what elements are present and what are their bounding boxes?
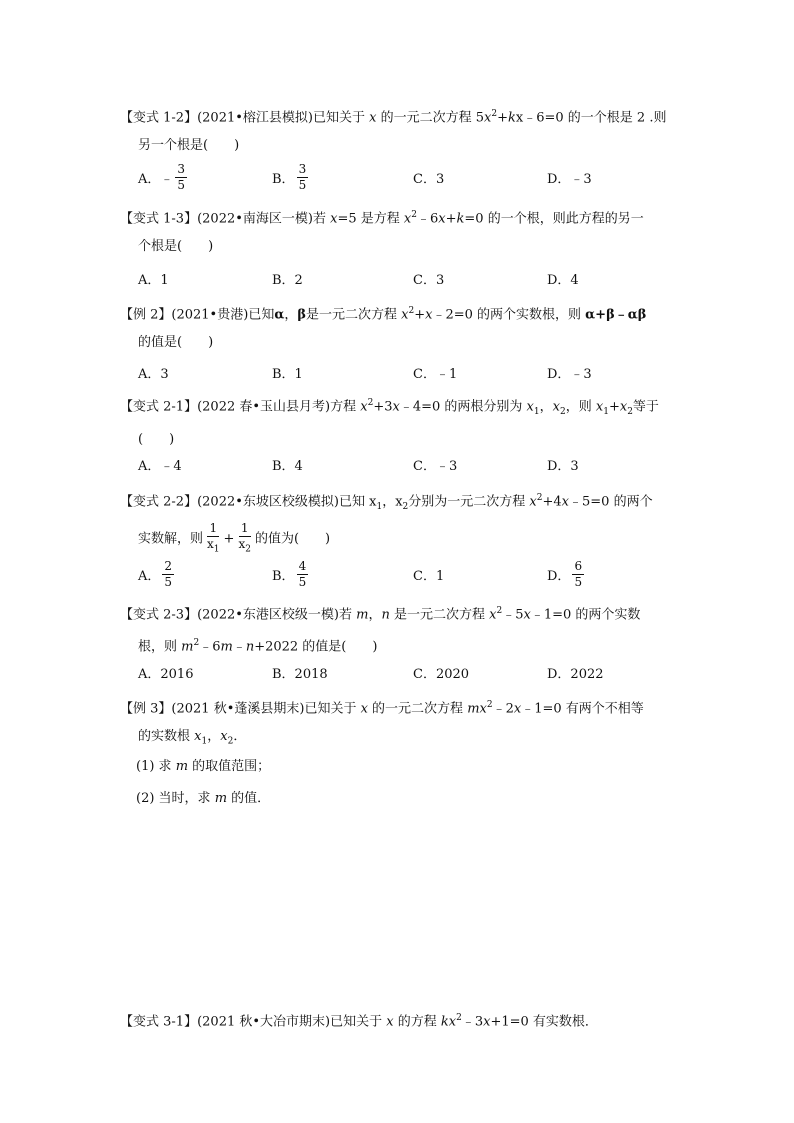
var: x <box>489 607 497 623</box>
question-line <box>120 1004 680 1036</box>
option-a[interactable]: A．3 <box>138 366 169 382</box>
var: x <box>330 211 338 227</box>
option-d[interactable]: D．﹣3 <box>547 366 592 382</box>
var: x <box>360 701 368 717</box>
question-tag: 【变式 3-1】 <box>120 1014 198 1030</box>
var: x <box>194 729 202 745</box>
text: + <box>608 399 620 415</box>
options-2-1 <box>138 447 678 481</box>
text: ， <box>284 307 298 323</box>
var: m <box>467 701 480 717</box>
subscript: 1 <box>201 736 208 747</box>
var: x <box>220 729 228 745</box>
text: ， <box>207 729 221 745</box>
exponent: 2 <box>367 398 374 408</box>
numerator: 1 <box>209 520 218 535</box>
text: (2) 当时，求 <box>136 791 215 806</box>
var: x <box>425 307 433 323</box>
exponent: 2 <box>411 210 417 220</box>
var: x <box>360 399 368 415</box>
var: m <box>220 639 233 655</box>
option-c[interactable]: C．3 <box>413 272 445 288</box>
text: 若 <box>312 211 331 227</box>
denominator: 5 <box>574 574 583 589</box>
option-label: D． <box>547 568 571 584</box>
var: x <box>479 701 487 717</box>
subscript: 2 <box>402 501 409 512</box>
greek-beta: β <box>297 307 306 323</box>
fraction <box>572 559 584 590</box>
text: ﹣3 <box>461 1014 484 1030</box>
text: 已知关于 <box>304 701 361 717</box>
text: (1) 求 <box>136 759 176 774</box>
question-variant-1-2 <box>120 100 680 160</box>
exponent: 2 <box>486 700 493 710</box>
text: 根，则 <box>138 639 182 655</box>
question-source: (2021 秋•大冶市期末) <box>197 1014 331 1030</box>
options-2-2 <box>138 557 678 591</box>
question-line-2 <box>120 723 680 756</box>
text: 是一元二次方程 <box>389 607 490 623</box>
text: + <box>445 211 457 227</box>
denominator: 5 <box>298 574 307 589</box>
text: 分别为一元二次方程 <box>408 494 530 510</box>
option-c[interactable]: C．﹣1 <box>413 366 458 382</box>
text: + <box>497 110 508 126</box>
question-example-3 <box>120 691 680 756</box>
option-a[interactable] <box>138 557 176 591</box>
var: x <box>483 1014 491 1030</box>
text: 等于 <box>632 399 659 415</box>
question-line <box>120 597 680 629</box>
option-label: B． <box>272 568 295 584</box>
option-b[interactable]: B．2018 <box>272 666 328 682</box>
question-source: (2022•南海区一模) <box>197 211 313 227</box>
denominator: 5 <box>177 177 186 192</box>
question-line-2: 的值是( ) <box>138 335 214 351</box>
var: x <box>401 307 409 323</box>
option-b[interactable] <box>272 557 310 591</box>
var: n <box>381 607 390 623</box>
question-variant-2-3 <box>120 597 680 662</box>
text: =0 的一个根，则此方程的另一 <box>464 211 644 227</box>
option-label: B． <box>272 171 295 187</box>
numerator: 6 <box>574 558 583 573</box>
text: 的一元二次方程 <box>367 701 468 717</box>
var: x <box>513 701 522 717</box>
question-line-2: ( ) <box>138 431 175 447</box>
subscript: 2 <box>559 406 566 417</box>
text: ． <box>233 729 247 745</box>
options-1-3 <box>138 261 678 295</box>
question-source: (2022•东港区校级一模) <box>197 607 339 623</box>
question-source: (2022 春•玉山县月考) <box>197 399 331 415</box>
fraction-1-over-x2 <box>236 521 253 557</box>
text: 已知 <box>248 307 275 323</box>
text: ，则 <box>565 399 596 415</box>
var: x <box>369 110 377 126</box>
text: ﹣5 <box>502 607 524 623</box>
expression: α+β﹣αβ <box>585 307 647 323</box>
text: 已知关于 <box>330 1014 387 1030</box>
question-line <box>120 691 680 723</box>
numerator: 2 <box>164 558 173 573</box>
var: x <box>484 110 492 126</box>
denominator <box>205 537 222 557</box>
var: k <box>456 211 465 227</box>
text: ， <box>368 607 382 623</box>
text: 若 <box>338 607 357 623</box>
denominator <box>236 537 253 557</box>
numerator: 1 <box>240 520 249 535</box>
question-source: (2021 秋•蓬溪县期末) <box>171 701 305 717</box>
var: m <box>175 759 189 774</box>
sub-question-1 <box>136 753 270 781</box>
var: x <box>595 399 604 415</box>
text: +2022 的值是( ) <box>254 639 378 655</box>
den-var: x <box>238 536 246 551</box>
text: ﹣1=0 有两个不相等 <box>521 701 644 717</box>
question-line <box>120 297 680 329</box>
text: +3 <box>373 399 393 415</box>
text: ﹣5=0 的两个 <box>569 494 653 510</box>
fraction <box>175 162 187 193</box>
text: 已知 x <box>338 494 377 510</box>
option-a[interactable]: A．1 <box>138 272 169 288</box>
text: 的方程 <box>393 1014 441 1030</box>
exponent: 2 <box>456 1013 462 1023</box>
option-label: A．﹣ <box>138 171 174 187</box>
var: x <box>448 1014 457 1030</box>
text: 的实数根 <box>138 729 195 745</box>
text: 的值为( ) <box>254 531 331 547</box>
text: ﹣2 <box>492 701 514 717</box>
text: 方程 <box>330 399 361 415</box>
var: k <box>508 110 516 126</box>
subscript: 1 <box>603 406 609 417</box>
option-d[interactable]: D．﹣3 <box>547 171 592 187</box>
fraction-1-over-x1 <box>205 521 222 557</box>
options-ex2 <box>138 355 678 389</box>
question-line <box>120 389 680 426</box>
den-var: x <box>207 536 214 551</box>
option-c[interactable]: C．﹣3 <box>413 458 458 474</box>
denominator: 5 <box>164 574 173 589</box>
question-source: (2021•榕江县模拟) <box>197 110 313 126</box>
numerator: 4 <box>298 558 307 573</box>
var: x <box>529 494 537 510</box>
question-variant-2-2 <box>120 484 680 558</box>
text: 实数解，则 <box>138 531 204 547</box>
text: +4 <box>542 494 562 510</box>
exponent: 2 <box>496 606 503 616</box>
denominator: 5 <box>298 177 307 192</box>
text: ， <box>539 399 553 415</box>
text: 的值． <box>227 791 271 806</box>
text: 已知关于 <box>312 110 370 126</box>
text: ，x <box>382 494 403 510</box>
question-source: (2022•东坡区校级模拟) <box>197 494 339 510</box>
var: x <box>561 494 569 510</box>
subscript: 1 <box>213 544 220 555</box>
sub-question-2 <box>136 785 270 813</box>
var: x <box>523 607 531 623</box>
text: ﹣1=0 的两个实数 <box>530 607 641 623</box>
var: x <box>552 399 560 415</box>
question-variant-3-1 <box>120 1004 680 1036</box>
subscript: 2 <box>227 736 234 747</box>
exponent: 2 <box>408 306 415 316</box>
var: m <box>214 791 228 806</box>
text: ﹣6 <box>416 211 439 227</box>
question-line-2: 个根是( ) <box>138 239 214 255</box>
text: =5 是方程 <box>337 211 404 227</box>
var: x <box>392 399 400 415</box>
text: ﹣4=0 的两根分别为 <box>399 399 527 415</box>
question-source: (2021•贵港) <box>171 307 249 323</box>
fraction <box>162 559 174 590</box>
var: n <box>245 639 255 655</box>
question-tag: 【变式 2-1】 <box>120 399 198 415</box>
text: + <box>223 531 235 547</box>
option-b[interactable]: B．1 <box>272 366 303 382</box>
numerator: 3 <box>177 161 186 176</box>
options-2-3 <box>138 655 678 689</box>
option-b[interactable]: B．2 <box>272 272 303 288</box>
numerator: 3 <box>298 161 307 176</box>
question-line <box>120 100 680 132</box>
var: m <box>356 607 369 623</box>
text: 的取值范围； <box>188 759 271 774</box>
option-b[interactable] <box>272 160 310 194</box>
question-tag: 【例 3】 <box>120 701 172 717</box>
var: x <box>386 1014 394 1030</box>
subscript: 2 <box>245 544 251 555</box>
option-a[interactable]: A．﹣4 <box>138 458 182 474</box>
question-line <box>120 484 680 521</box>
question-tag: 【例 2】 <box>120 307 172 323</box>
text: x﹣6=0 的一个根是 2 .则 <box>515 110 667 126</box>
text: ﹣2=0 的两个实数根，则 <box>432 307 586 323</box>
subscript: 1 <box>376 501 383 512</box>
option-d[interactable]: D．4 <box>547 272 579 288</box>
option-a[interactable]: A．2016 <box>138 666 194 682</box>
question-variant-2-1 <box>120 389 680 454</box>
question-tag: 【变式 2-2】 <box>120 494 198 510</box>
text: +1=0 有实数根． <box>490 1014 598 1030</box>
question-tag: 【变式 1-2】 <box>120 110 198 126</box>
option-d[interactable]: D．2022 <box>547 666 604 682</box>
var: x <box>526 399 534 415</box>
option-b[interactable]: B．4 <box>272 458 303 474</box>
fraction <box>297 559 309 590</box>
options-1-2 <box>138 160 678 194</box>
text: ﹣ <box>232 639 246 655</box>
exponent: 2 <box>536 493 543 503</box>
var: m <box>181 639 194 655</box>
question-tag: 【变式 2-3】 <box>120 607 198 623</box>
option-d[interactable] <box>547 557 586 591</box>
text: ﹣6 <box>199 639 221 655</box>
exponent: 2 <box>491 109 498 119</box>
question-line <box>120 201 680 233</box>
question-line-2: 另一个根是( ) <box>138 138 240 154</box>
question-variant-1-3 <box>120 201 680 261</box>
var: x <box>438 211 446 227</box>
option-d[interactable]: D．3 <box>547 458 579 474</box>
option-c[interactable]: C．3 <box>413 171 445 187</box>
text: 的一元二次方程 5 <box>376 110 485 126</box>
question-line-2 <box>120 521 680 558</box>
text: + <box>414 307 426 323</box>
question-example-2 <box>120 297 680 357</box>
option-c[interactable]: C．2020 <box>413 666 470 682</box>
greek-alpha: α <box>274 307 285 323</box>
var: x <box>403 211 412 227</box>
option-label: A． <box>138 568 161 584</box>
question-tag: 【变式 1-3】 <box>120 211 198 227</box>
var: k <box>440 1014 449 1030</box>
option-a[interactable] <box>138 160 189 194</box>
text: 是一元二次方程 <box>306 307 402 323</box>
subscript: 1 <box>533 406 540 417</box>
exponent: 2 <box>193 638 200 649</box>
subscript: 2 <box>627 406 633 417</box>
var: x <box>619 399 628 415</box>
fraction <box>297 162 309 193</box>
option-c[interactable]: C．1 <box>413 568 445 584</box>
